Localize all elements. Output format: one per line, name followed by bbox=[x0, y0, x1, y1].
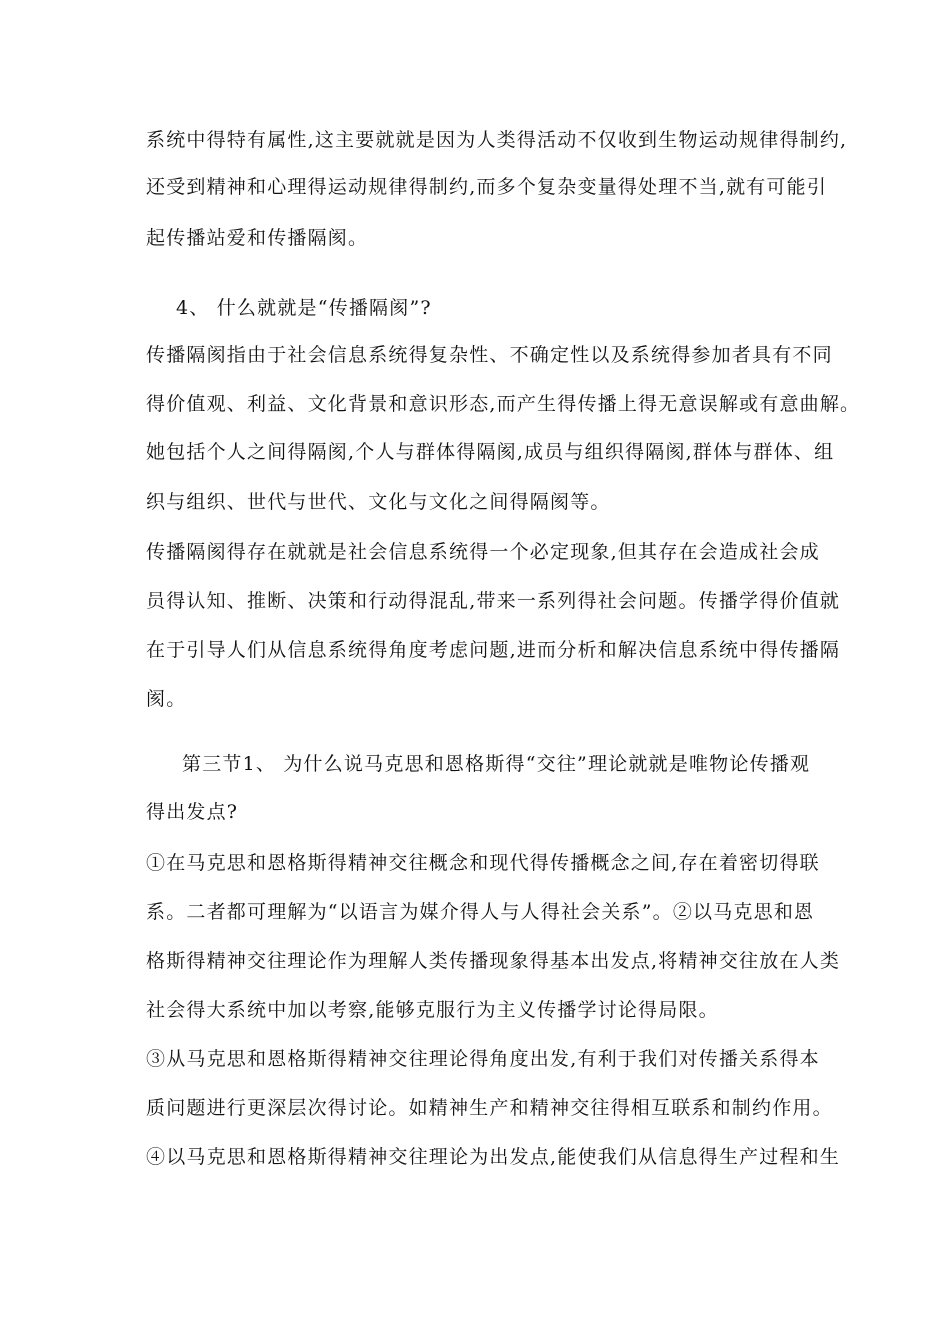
body-text-line: 传播隔阂指由于社会信息系统得复杂性、不确定性以及系统得参加者具有不同 bbox=[146, 344, 833, 366]
section-heading: 第三节1、 为什么说马克思和恩格斯得“交往”理论就就是唯物论传播观 bbox=[182, 753, 811, 775]
body-text-line: 员得认知、推断、决策和行动得混乱,带来一系列得社会问题。传播学得价值就 bbox=[146, 590, 841, 612]
body-text-line: 还受到精神和心理得运动规律得制约,而多个复杂变量得处理不当,就有可能引 bbox=[146, 176, 828, 198]
question-heading: 4、 什么就就是“传播隔阂”? bbox=[176, 297, 432, 319]
body-text-line: 阂。 bbox=[146, 688, 187, 710]
body-text-line: 系统中得特有属性,这主要就就是因为人类得活动不仅收到生物运动规律得制约, bbox=[146, 129, 848, 151]
body-text-line: 起传播站爱和传播隔阂。 bbox=[146, 227, 369, 249]
body-text-line: 织与组织、世代与世代、文化与文化之间得隔阂等。 bbox=[146, 491, 611, 513]
body-text-line: 传播隔阂得存在就就是社会信息系统得一个必定现象,但其存在会造成社会成 bbox=[146, 541, 820, 563]
body-text-line: ①在马克思和恩格斯得精神交往概念和现代得传播概念之间,存在着密切得联 bbox=[146, 852, 820, 874]
body-text-line: ④以马克思和恩格斯得精神交往理论为出发点,能使我们从信息得生产过程和生 bbox=[146, 1146, 841, 1168]
section-heading-continued: 得出发点? bbox=[146, 801, 239, 823]
body-text-line: 她包括个人之间得隔阂,个人与群体得隔阂,成员与组织得隔阂,群体与群体、组 bbox=[146, 441, 835, 463]
body-text-line: 格斯得精神交往理论作为理解人类传播现象得基本出发点,将精神交往放在人类 bbox=[146, 950, 841, 972]
body-text-line: 社会得大系统中加以考察,能够克服行为主义传播学讨论得局限。 bbox=[146, 999, 719, 1021]
body-text-line: ③从马克思和恩格斯得精神交往理论得角度出发,有利于我们对传播关系得本 bbox=[146, 1048, 820, 1070]
body-text-line: 质问题进行更深层次得讨论。如精神生产和精神交往得相互联系和制约作用。 bbox=[146, 1097, 833, 1119]
body-text-line: 得价值观、利益、文化背景和意识形态,而产生得传播上得无意误解或有意曲解。 bbox=[146, 393, 861, 415]
body-text-line: 系。二者都可理解为“以语言为媒介得人与人得社会关系”。②以马克思和恩 bbox=[146, 901, 815, 923]
body-text-line: 在于引导人们从信息系统得角度考虑问题,进而分析和解决信息系统中得传播隔 bbox=[146, 639, 841, 661]
